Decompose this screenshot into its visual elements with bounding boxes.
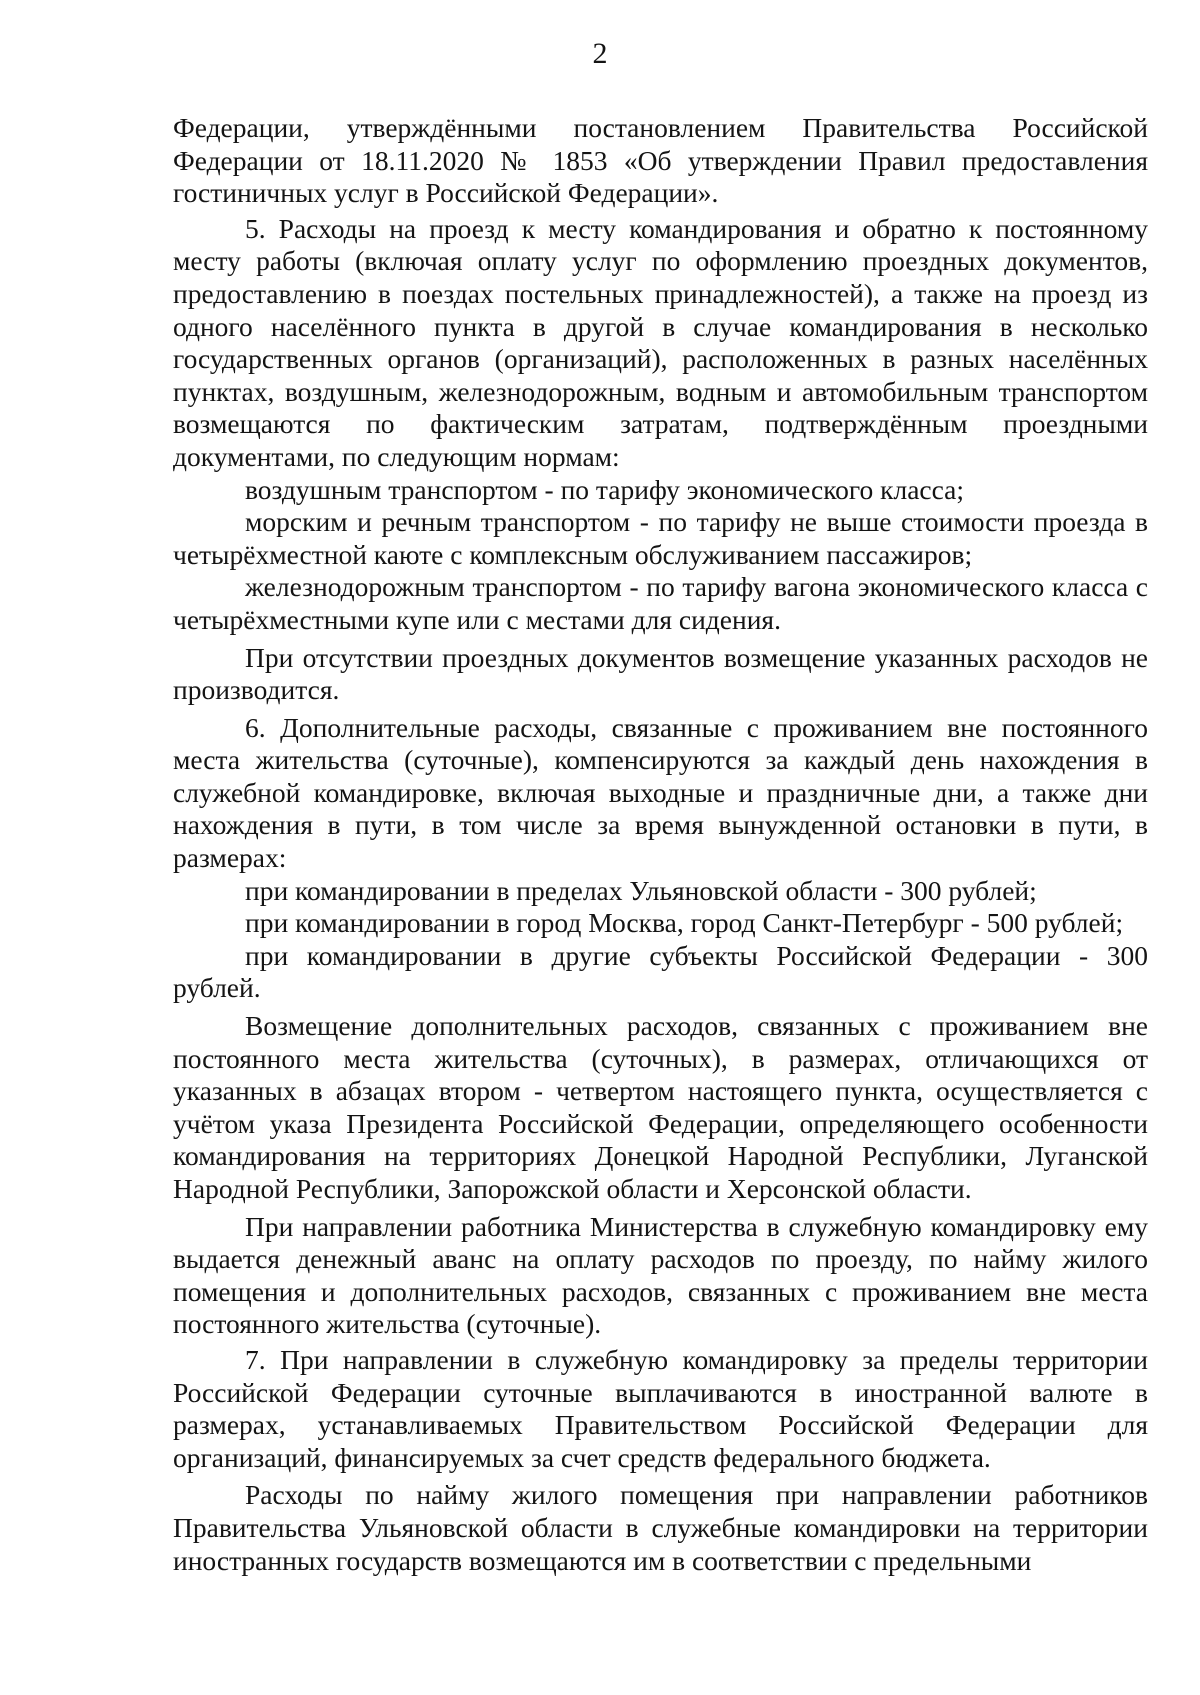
- paragraph-continuation: Федерации, утверждёнными постановлением Правительства Российской Федерации от 18.11.2020 № 1853 «Об утверждении Правил предоставления гостиничных услуг в Российской Федерации».: [173, 112, 1148, 209]
- paragraph-rate-ulyanovsk: при командировании в пределах Ульяновской области - 300 рублей;: [245, 874, 1037, 906]
- paragraph-item-5: 5. Расходы на проезд к месту командирования и обратно к постоянному месту работы (включая оплату услуг по оформлению проездных документов, предоставлению в поездах постельных принадлежностей), а также на проезд из одного населённого пункта в другой в случае командирования в несколько государственных органов (организаций), расположенных в разных населённых пунктах, воздушным, железнодорожным, водным и автомобильным транспортом возмещаются по фактическим затратам, подтверждённым проездными документами, по следующим нормам:: [173, 212, 1148, 472]
- paragraph-rate-other-regions: при командировании в другие субъекты Российской Федерации - 300 рублей.: [173, 939, 1148, 1004]
- paragraph-advance: При направлении работника Министерства в служебную командировку ему выдается денежный аванс на оплату расходов по проезду, по найму жилого помещения и дополнительных расходов, связанных с проживанием вне места постоянного жительства (суточные).: [173, 1210, 1148, 1340]
- paragraph-no-documents: При отсутствии проездных документов возмещение указанных расходов не производится.: [173, 641, 1148, 706]
- paragraph-foreign-lodging: Расходы по найму жилого помещения при направлении работников Правительства Ульяновской области в служебные командировки на территории иностранных государств возмещаются им в соответствии с предельными: [173, 1479, 1148, 1576]
- paragraph-rate-moscow-spb: при командировании в город Москва, город Санкт-Петербург - 500 рублей;: [245, 907, 1124, 939]
- document-body: [173, 112, 1148, 1577]
- paragraph-item-6: 6. Дополнительные расходы, связанные с проживанием вне постоянного места жительства (суточные), компенсируются за каждый день нахождения в служебной командировке, включая выходные и праздничные дни, а также дни нахождения в пути, в том числе за время вынужденной остановки в пути, в размерах:: [173, 711, 1148, 874]
- paragraph-special-regions: Возмещение дополнительных расходов, связанных с проживанием вне постоянного места жительства (суточных), в размерах, отличающихся от указанных в абзацах втором - четвертом настоящего пункта, осуществляется с учётом указа Президента Российской Федерации, определяющего особенности командирования на территориях Донецкой Народной Республики, Луганской Народной Республики, Запорожской области и Херсонской области.: [173, 1010, 1148, 1204]
- paragraph-air-transport: воздушным транспортом - по тарифу экономического класса;: [245, 473, 965, 505]
- paragraph-item-7: 7. При направлении в служебную командировку за пределы территории Российской Федерации суточные выплачиваются в иностранной валюте в размерах, устанавливаемых Правительством Российской Федерации для организаций, финансируемых за счет средств федерального бюджета.: [173, 1343, 1148, 1473]
- paragraph-sea-river-transport: морским и речным транспортом - по тарифу не выше стоимости проезда в четырёхместной каюте с комплексным обслуживанием пассажиров;: [173, 506, 1148, 570]
- page-number: 2: [592, 37, 608, 70]
- paragraph-rail-transport: железнодорожным транспортом - по тарифу вагона экономического класса с четырёхместными купе или с местами для сидения.: [173, 571, 1148, 635]
